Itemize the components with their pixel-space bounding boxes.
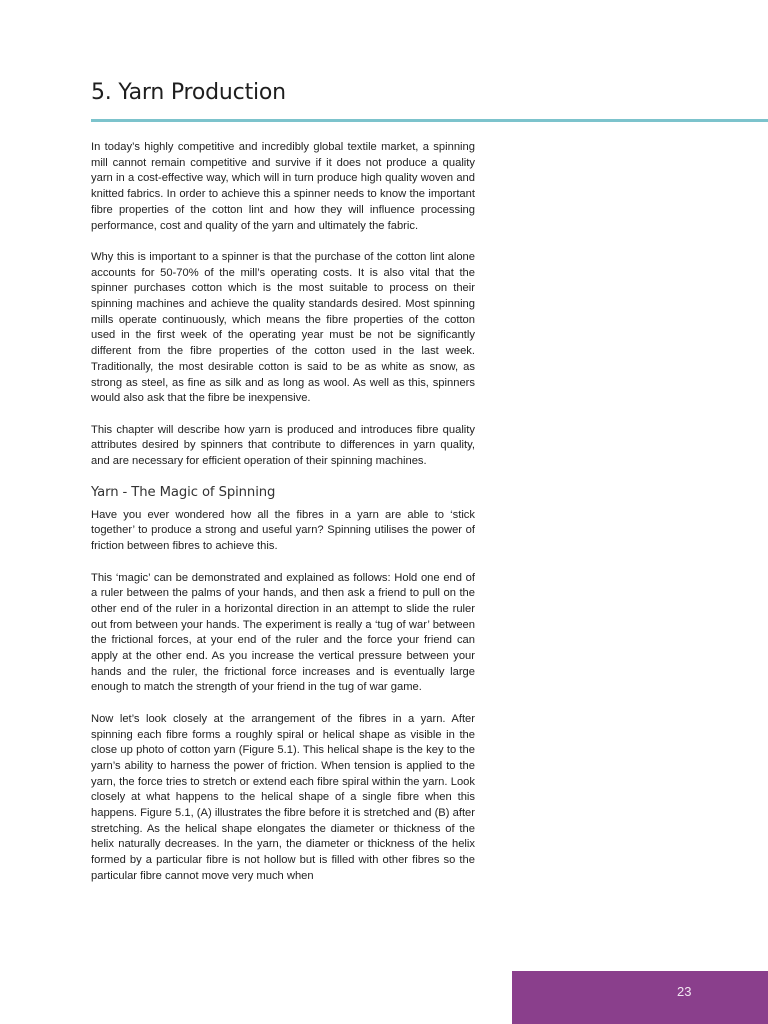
section-paragraph-3: Now let’s look closely at the arrangement of the fibres in a yarn. After spinning each fibre forms a roughly spiral or helical shape as visible in the close up photo of cotton yarn (Figure 5.1). This helical shape is the key to the yarn’s ability to harness the power of friction. When tension is applied to the yarn, the force tries to stretch or extend each fibre spiral within the yarn. Look closely at what happens to the helical shape of a single fibre when this happens. Figure 5.1, (A) illustrates the fibre before it is stretched and (B) after stretching. As the helical shape elongates the diameter or thickness of the helix naturally decreases. In the yarn, the diameter or thickness of the helix formed by a particular fibre is not hollow but is filled with other fibres so the particular fibre cannot move very much when [91, 712, 475, 882]
paragraph-spacer [91, 696, 475, 712]
intro-paragraph-1: In today’s highly competitive and incredibly global textile market, a spinning mill cannot remain competitive and survive if it does not produce a quality yarn in a cost-effective way, which will in turn produce high quality woven and knitted fabrics. In order to achieve this a spinner needs to know the important fibre properties of the cotton lint and how they will influence processing performance, cost and quality of the yarn and ultimately the fabric. [91, 141, 475, 232]
section-paragraph-1: Have you ever wondered how all the fibres in a yarn are able to ‘stick together’ to produce a strong and useful yarn? Spinning utilises the power of friction between fibres to achieve this. [91, 508, 475, 553]
page-number-box [512, 971, 768, 1024]
intro-paragraph-2: Why this is important to a spinner is that the purchase of the cotton lint alone accounts for 50-70% of the mill’s operating costs. It is also vital that the spinner purchases cotton which is the most suitable to process on their spinning machines and achieve the quality standards desired. Most spinning mills operate continuously, which means the fibre properties of the cotton used in the first week of the operating year must be not be significantly different from the fibre properties of the cotton used in the last week. Traditionally, the most desirable cotton is said to be as white as snow, as strong as steel, as fine as silk and as long as wool. As well as this, spinners would also ask that the fibre be inexpensive. [91, 250, 475, 405]
page-number: 23 [677, 984, 692, 999]
section-paragraph-2: This ‘magic’ can be demonstrated and explained as follows: Hold one end of a ruler between the palms of your hands, and then ask a friend to pull on the other end of the ruler in a horizontal direction in an attempt to slide the ruler out from between your hands. The experiment is really a ‘tug of war’ between the frictional forces, at your end of the ruler and the force your friend can apply at the other end. As you increase the vertical pressure between your hands and the ruler, the frictional force increases and is eventually large enough to match the strength of your friend in the tug of war game. [91, 571, 475, 694]
paragraph-spacer [91, 407, 475, 423]
page-title: 5. Yarn Production [91, 80, 286, 105]
title-divider [91, 119, 768, 122]
paragraph-spacer [91, 555, 475, 571]
paragraph-spacer [91, 234, 475, 250]
main-content [91, 140, 475, 885]
section-heading: Yarn - The Magic of Spinning [91, 484, 276, 500]
intro-paragraph-3: This chapter will describe how yarn is produced and introduces fibre quality attributes desired by spinners that contribute to differences in yarn quality, and are necessary for efficient operation of their spinning machines. [91, 423, 475, 468]
